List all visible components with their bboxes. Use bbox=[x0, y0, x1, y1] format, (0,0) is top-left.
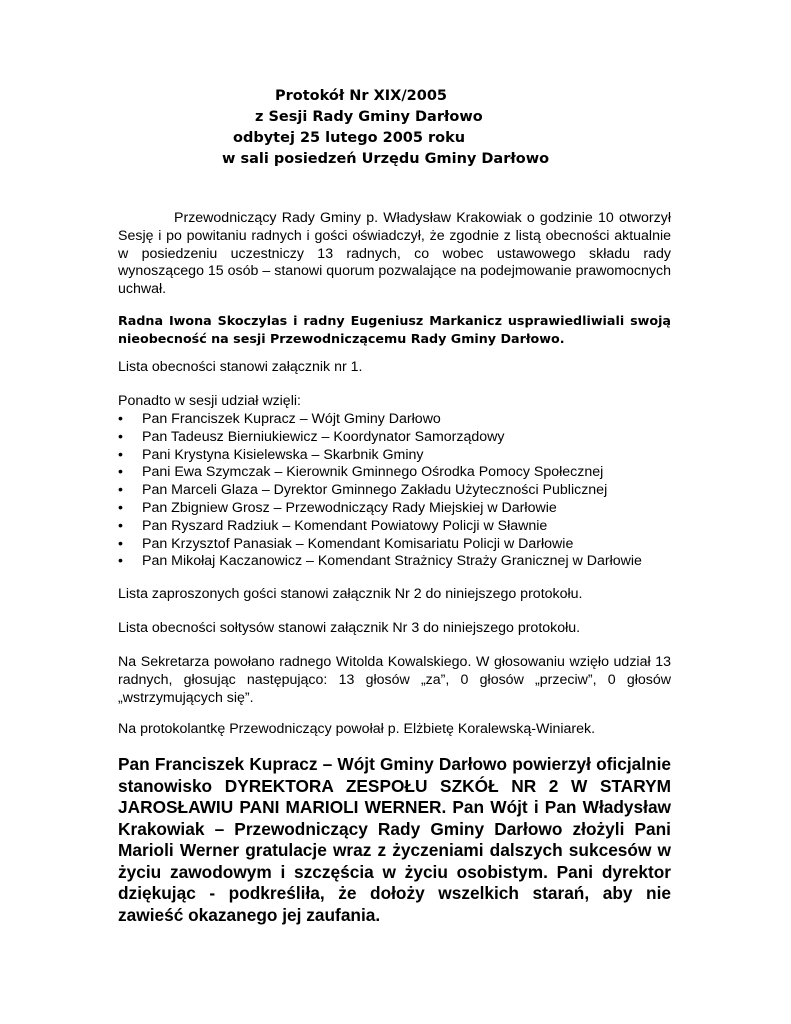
absence-paragraph: Radna Iwona Skoczylas i radny Eugeniusz Markanicz usprawiedliwiali swoją nieobecność na sesji Przewodniczącemu Rady Gminy Darłowo. bbox=[118, 313, 671, 346]
participant-text: Pan Tadeusz Bierniukiewicz – Koordynator Samorządowy bbox=[142, 428, 505, 445]
participant-text: Pan Franciszek Kupracz – Wójt Gminy Darłowo bbox=[142, 411, 441, 427]
list-item bbox=[118, 536, 678, 554]
bullet-icon: • bbox=[118, 499, 123, 516]
session-name: z Sesji Rady Gminy Darłowo bbox=[255, 109, 483, 125]
participant-text: Pan Marceli Glaza – Dyrektor Gminnego Zakładu Użyteczności Publicznej bbox=[142, 482, 608, 499]
secretary-paragraph: Na Sekretarza powołano radnego Witolda Kowalskiego. W głosowaniu wzięło udział 13 radnych, głosując następująco: 13 głosów „za”, 0 głosów „przeciw”, 0 głosów „wstrzymujących się”. bbox=[118, 654, 671, 706]
participant-text: Pani Krystyna Kisielewska – Skarbnik Gminy bbox=[142, 446, 424, 463]
appointment-paragraph: Pan Franciszek Kupracz – Wójt Gminy Darłowo powierzył oficjalnie stanowisko DYREKTORA ZESPOŁU SZKÓŁ NR 2 W STARYM JAROSŁAWIU PANI MARIOLI WERNER. Pan Wójt i Pan Władysław Krakowiak – Przewodniczący Rady Gminy Darłowo złożyli Pani Marioli Werner gratulacje wraz z życzeniami dalszych sukcesów w życiu zawodowym i szczęścia w życiu osobistym. Pani dyrektor dziękując - podkreśliła, że dołoży wszelkich starań, aby nie zawieść okazanego jej zaufania. bbox=[118, 754, 671, 925]
list-item bbox=[118, 411, 678, 429]
bullet-icon: • bbox=[118, 411, 123, 427]
participants-intro: Ponadto w sesji udział wzięli: bbox=[118, 393, 301, 409]
participant-text: Pan Krzysztof Panasiak – Komendant Komisariatu Policji w Darłowie bbox=[142, 535, 574, 552]
list-item bbox=[118, 553, 678, 571]
participant-text: Pan Mikołaj Kaczanowicz – Komendant Strażnicy Straży Granicznej w Darłowie bbox=[142, 553, 642, 570]
bullet-icon: • bbox=[118, 482, 123, 499]
soltys-list-note: Lista obecności sołtysów stanowi załącznik Nr 3 do niniejszego protokołu. bbox=[118, 620, 581, 636]
session-location: w sali posiedzeń Urzędu Gminy Darłowo bbox=[222, 151, 550, 167]
list-item bbox=[118, 500, 678, 518]
list-item bbox=[118, 464, 678, 482]
participant-text: Pan Ryszard Radziuk – Komendant Powiatowy Policji w Sławnie bbox=[142, 517, 548, 534]
bullet-icon: • bbox=[118, 464, 123, 481]
bullet-icon: • bbox=[118, 428, 123, 445]
attendance-list-note: Lista obecności stanowi załącznik nr 1. bbox=[118, 359, 363, 375]
list-item bbox=[118, 429, 678, 447]
bullet-icon: • bbox=[118, 535, 123, 552]
bullet-icon: • bbox=[118, 553, 123, 570]
participants-list bbox=[118, 411, 678, 571]
session-date: odbytej 25 lutego 2005 roku bbox=[233, 130, 466, 146]
participant-text: Pan Zbigniew Grosz – Przewodniczący Rady Miejskiej w Darłowie bbox=[142, 499, 557, 516]
protocolist-paragraph: Na protokolantkę Przewodniczący powołał p. Elżbietę Koralewską-Winiarek. bbox=[118, 721, 596, 737]
list-item bbox=[118, 447, 678, 465]
intro-paragraph: Przewodniczący Rady Gminy p. Władysław Krakowiak o godzinie 10 otworzył Sesję i po powitaniu radnych i gości oświadczył, że zgodnie z listą obecności aktualnie w posiedzeniu uczestniczy 13 radnych, co wobec ustawowego składu rady wynoszącego 15 osób – stanowi quorum pozwalające na podejmowanie prawomocnych uchwał. bbox=[118, 210, 671, 298]
protocol-title: Protokół Nr XIX/2005 bbox=[275, 88, 448, 104]
bullet-icon: • bbox=[118, 517, 123, 534]
guests-list-note: Lista zaproszonych gości stanowi załącznik Nr 2 do niniejszego protokołu. bbox=[118, 586, 583, 602]
list-item bbox=[118, 518, 678, 536]
bullet-icon: • bbox=[118, 446, 123, 463]
list-item bbox=[118, 482, 678, 500]
participant-text: Pani Ewa Szymczak – Kierownik Gminnego Ośrodka Pomocy Społecznej bbox=[142, 464, 604, 481]
